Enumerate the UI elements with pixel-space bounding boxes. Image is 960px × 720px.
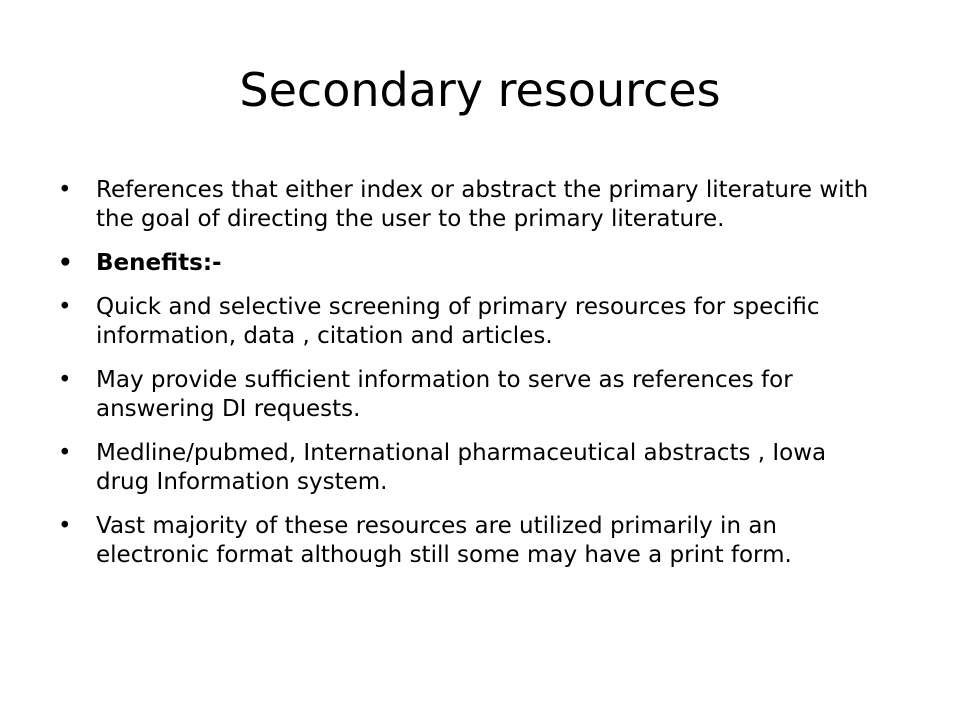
bullet-item: • May provide sufficient information to serve as references for answering DI requests. — [56, 366, 876, 424]
bullet-list — [56, 176, 876, 585]
bullet-item: • Quick and selective screening of primary resources for specific information, data , citation and articles. — [56, 293, 876, 351]
bullet-item: • References that either index or abstract the primary literature with the goal of directing the user to the primary literature. — [56, 176, 876, 234]
bullet-item-benefits-heading: • Benefits:- — [56, 249, 876, 278]
bullet-item: • Medline/pubmed, International pharmaceutical abstracts , Iowa drug Information system. — [56, 439, 876, 497]
slide-title: Secondary resources — [239, 63, 721, 117]
bullet-item: • Vast majority of these resources are utilized primarily in an electronic format although still some may have a print form. — [56, 512, 876, 570]
